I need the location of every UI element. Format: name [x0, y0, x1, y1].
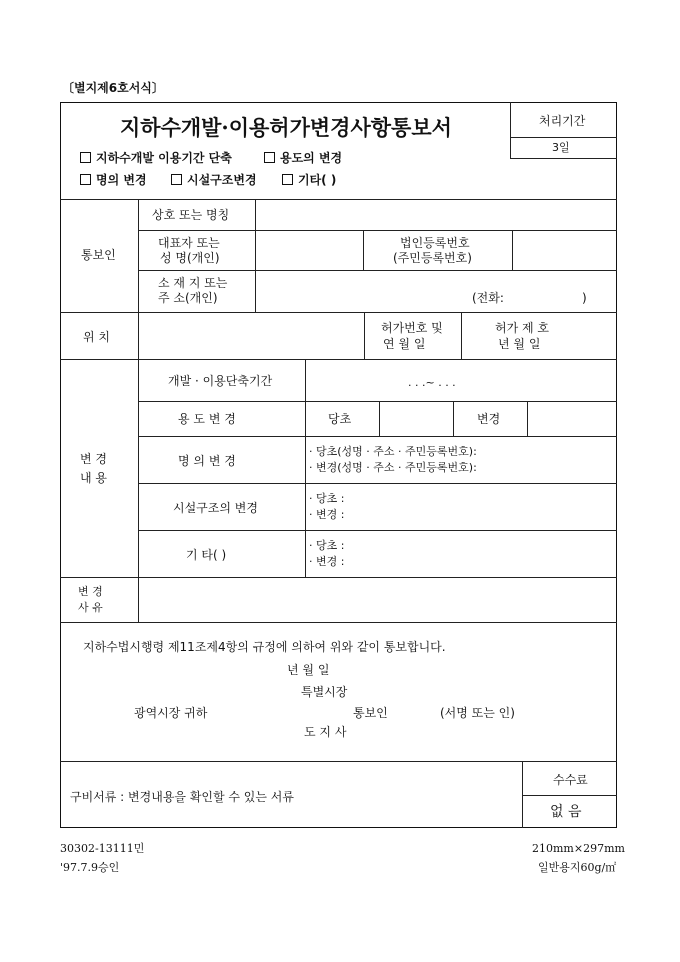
period-shorten-label: 개발 · 이용단축기간 — [168, 374, 273, 388]
address-label: 소 재 지 또는 — [158, 276, 228, 290]
name-change-label: 명 의 변 경 — [178, 454, 236, 468]
processing-period-value: 3일 — [552, 141, 570, 154]
representative-input[interactable] — [256, 231, 362, 269]
permit-label: 허가번호 및 — [381, 321, 443, 335]
paper-size: 210mm×297mm — [532, 842, 625, 855]
notifier-label: 통보인 — [81, 248, 116, 262]
checkbox-other[interactable]: 기타( ) — [282, 174, 336, 186]
declaration-date: 년 월 일 — [287, 663, 330, 677]
checkbox-facility-change[interactable]: 시설구조변경 — [171, 174, 257, 186]
name-after-label: · 변경(성명 · 주소 · 주민등록번호): — [309, 461, 477, 474]
checkbox-icon[interactable] — [264, 152, 275, 163]
other-after-label: · 변경 : — [309, 555, 345, 568]
facility-before-label: · 당초 : — [309, 492, 345, 505]
registration-number-label-2: (주민등록번호) — [393, 251, 472, 265]
reason-label-2: 사 유 — [78, 601, 103, 614]
metro-mayor-recipient: 광역시장 귀하 — [134, 706, 208, 720]
location-input[interactable] — [139, 313, 363, 358]
use-change-label: 용 도 변 경 — [178, 412, 236, 426]
other-before-label: · 당초 : — [309, 539, 345, 552]
facility-change-label: 시설구조의 변경 — [173, 501, 258, 515]
address-input[interactable] — [256, 271, 616, 311]
use-after-label: 변경 — [477, 412, 501, 426]
fee-value: 없 음 — [550, 804, 582, 820]
checkbox-period-shorten[interactable]: 지하수개발 이용기간 단축 — [80, 152, 232, 164]
use-before-input[interactable] — [380, 402, 452, 435]
permit-date-value: 년 월 일 — [498, 337, 541, 351]
phone-label: (전화: — [472, 291, 504, 305]
signature-label: (서명 또는 인) — [440, 706, 515, 720]
registration-number-label: 법인등록번호 — [400, 236, 470, 250]
paper-weight: 일반용지60g/㎡ — [538, 861, 617, 874]
checkbox-icon[interactable] — [80, 174, 91, 185]
other-change-label: 기 타( ) — [186, 548, 227, 562]
form-code: 30302-13111민 — [60, 842, 145, 855]
checkbox-use-change[interactable]: 용도의 변경 — [264, 152, 342, 164]
name-before-label: · 당초(성명 · 주소 · 주민등록번호): — [309, 445, 477, 458]
reason-input[interactable] — [139, 578, 616, 621]
governor-label: 도 지 사 — [304, 725, 347, 739]
checkbox-icon[interactable] — [282, 174, 293, 185]
representative-label-2: 성 명(개인) — [160, 251, 220, 265]
processing-period-label: 처리기간 — [539, 114, 586, 128]
phone-close: ) — [582, 291, 587, 305]
reason-label: 변 경 — [78, 585, 103, 598]
period-shorten-value[interactable]: . . .~ . . . — [408, 376, 456, 389]
facility-after-label: · 변경 : — [309, 508, 345, 521]
required-documents-text: 구비서류 : 변경내용을 확인할 수 있는 서류 — [70, 790, 294, 804]
checkbox-name-change[interactable]: 명의 변경 — [80, 174, 147, 186]
form-number-label: 〔별지제6호서식〕 — [62, 81, 164, 95]
checkbox-icon[interactable] — [80, 152, 91, 163]
company-name-label: 상호 또는 명칭 — [152, 208, 230, 222]
form-title: 지하수개발·이용허가변경사항통보서 — [120, 115, 452, 140]
permit-label-2: 연 월 일 — [383, 337, 426, 351]
change-content-label-2: 내 용 — [80, 471, 107, 485]
representative-label: 대표자 또는 — [158, 236, 220, 250]
registration-number-input[interactable] — [513, 231, 616, 269]
address-label-2: 주 소(개인) — [158, 291, 218, 305]
use-before-label: 당초 — [328, 412, 352, 426]
permit-number-value: 허가 제 호 — [495, 321, 549, 335]
reporter-label: 통보인 — [353, 706, 388, 720]
use-after-input[interactable] — [528, 402, 616, 435]
fee-label: 수수료 — [553, 773, 588, 787]
company-name-input[interactable] — [256, 201, 616, 229]
change-content-label: 변 경 — [80, 452, 107, 466]
declaration-text: 지하수법시행령 제11조제4항의 규정에 의하여 위와 같이 통보합니다. — [83, 640, 446, 654]
location-label: 위 치 — [83, 330, 110, 344]
checkbox-icon[interactable] — [171, 174, 182, 185]
special-city-mayor: 특별시장 — [301, 685, 348, 699]
approval-date: '97.7.9승인 — [60, 861, 120, 874]
